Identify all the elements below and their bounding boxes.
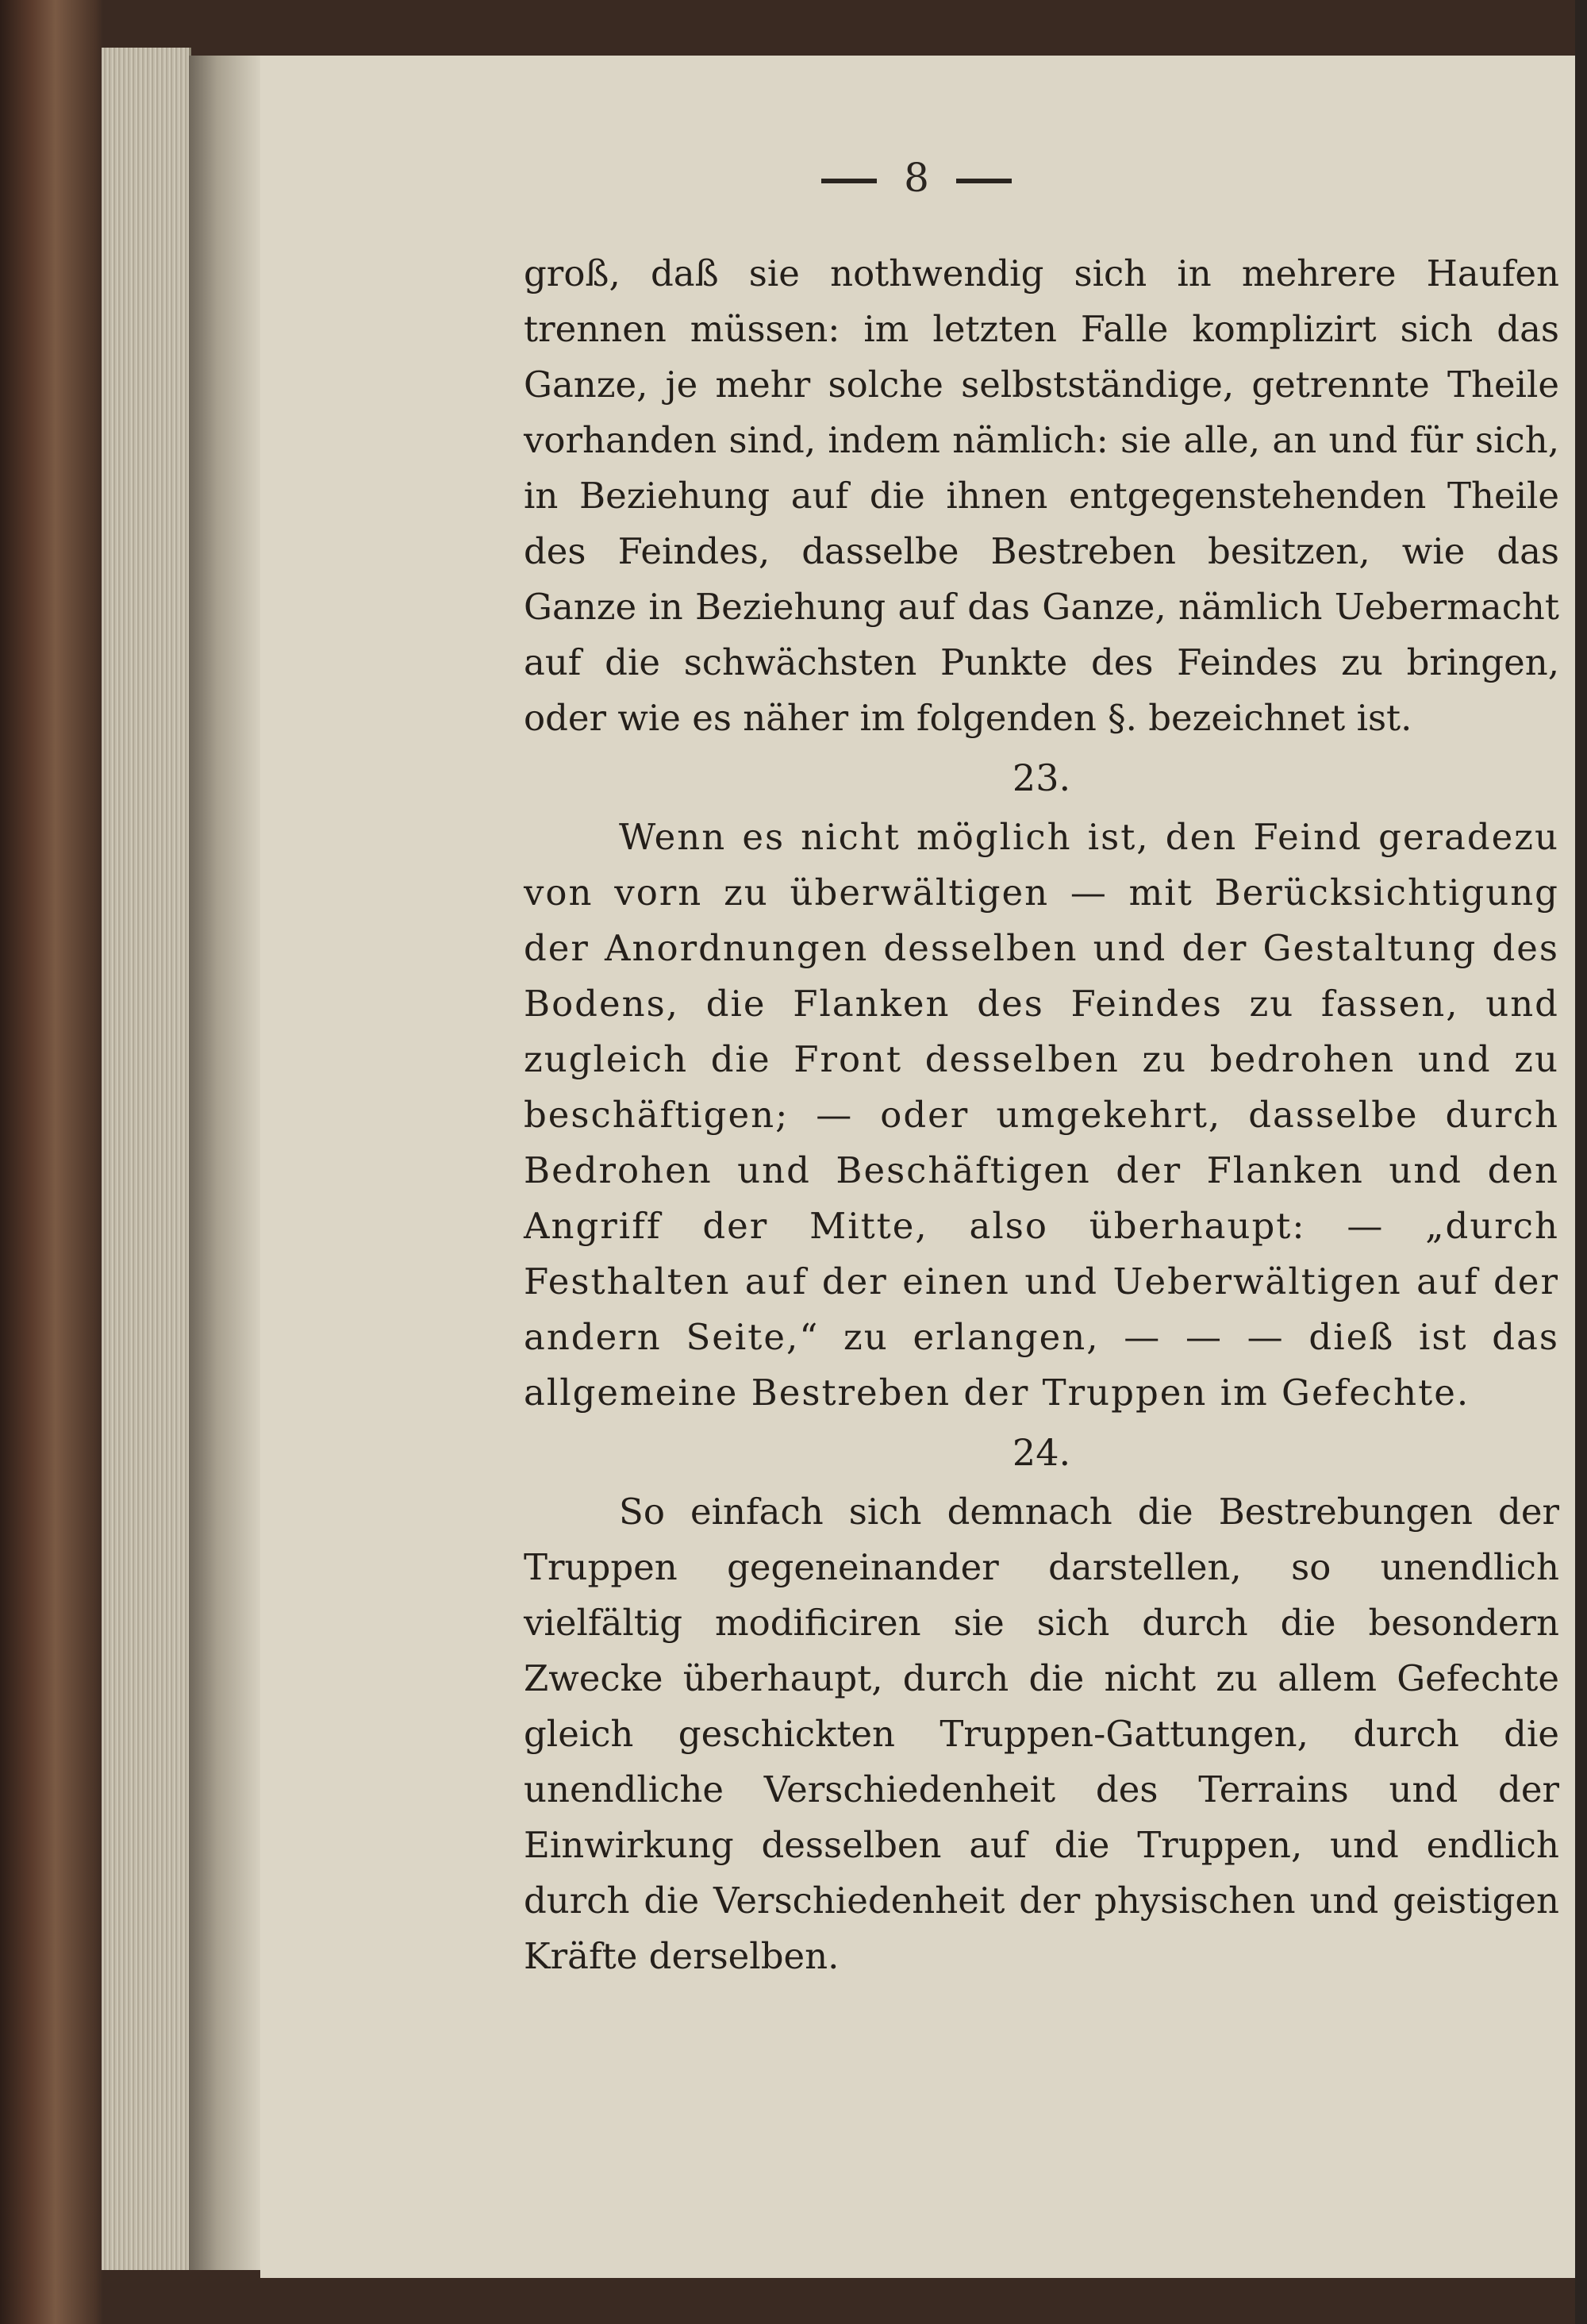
header-dash-left	[821, 179, 877, 183]
page-number: 8	[904, 155, 929, 201]
right-edge-border	[1575, 0, 1587, 2324]
header-dash-right	[956, 179, 1012, 183]
section-heading-24: 24.	[1012, 1431, 1071, 1474]
page-header	[262, 155, 1571, 201]
paragraph-section-24: So einfach sich demnach die Bestrebungen der Truppen gegeneinander darstellen, so unendlich vielfältig modificiren sie sich durch die besondern Zwecke überhaupt, durch die nicht zu allem Gefechte gleich geschickten Truppen-Gattungen, durch die unendliche Verschiedenheit des Terrains und der Einwirkung desselben auf die Truppen, und endlich durch die Verschiedenheit der physischen und geistigen Kräfte derselben.	[524, 1491, 1559, 1977]
paragraph-section-23: Wenn es nicht möglich ist, den Feind geradezu von vorn zu überwältigen — mit Berücksichtigung der Anordnungen desselben und der Gestaltung des Bodens, die Flanken des Feindes zu fassen, und zugleich die Front desselben zu bedrohen und zu beschäftigen; — oder umgekehrt, dasselbe durch Bedrohen und Beschäftigen der Flanken und den Angriff der Mitte, also überhaupt: — „durch Festhalten auf der einen und Ueberwältigen auf der andern Seite,“ zu erlangen, — — — dieß ist das allgemeine Bestreben der Truppen im Gefechte.	[524, 816, 1559, 1414]
gutter-shadow	[189, 56, 260, 2270]
section-heading-23: 23.	[1012, 756, 1071, 799]
page-body	[524, 246, 1559, 1984]
book-page-edges	[102, 48, 191, 2270]
paragraph-continued: groß, daß sie nothwendig sich in mehrere Haufen trennen müssen: im letzten Falle komplizirt sich das Ganze, je mehr solche selbstständige, getrennte Theile vorhanden sind, indem nämlich: sie alle, an und für sich, in Beziehung auf die ihnen entgegenstehenden Theile des Feindes, dasselbe Bestreben besitzen, wie das Ganze in Beziehung auf das Ganze, nämlich Uebermacht auf die schwächsten Punkte des Feindes zu bringen, oder wie es näher im folgenden §. bezeichnet ist.	[524, 252, 1559, 739]
